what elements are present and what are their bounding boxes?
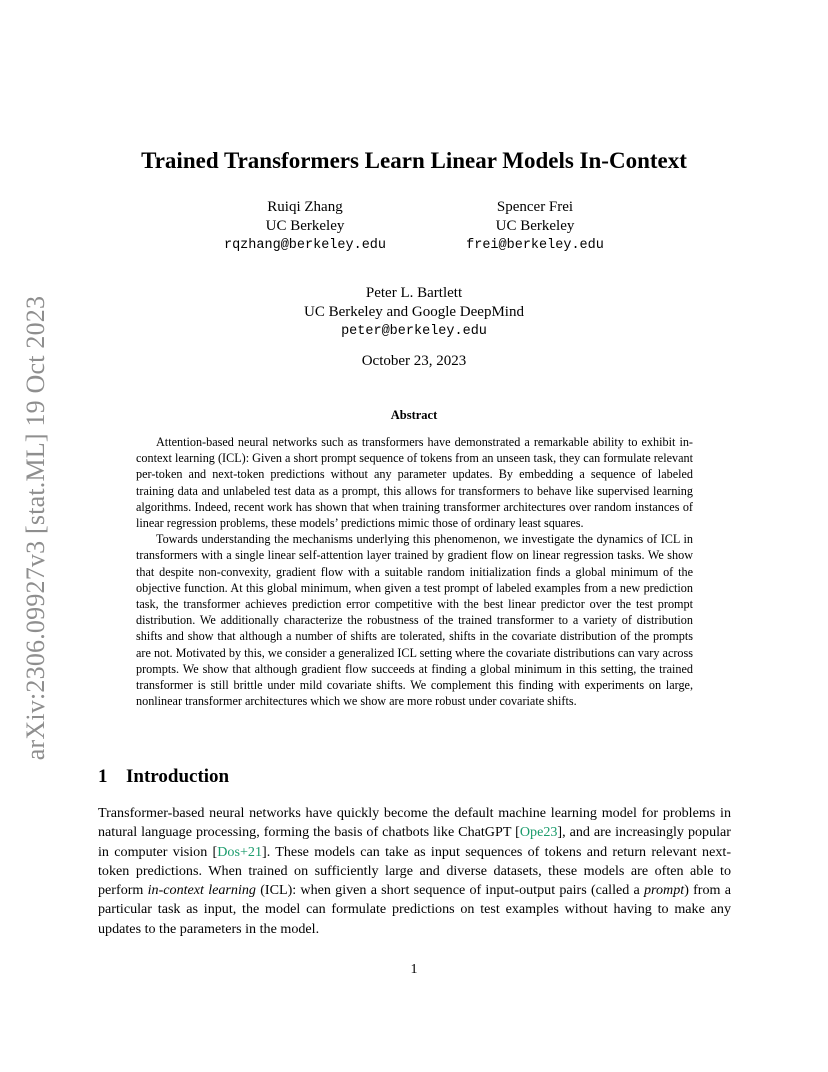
emphasized-term: in-context learning — [147, 882, 256, 899]
intro-text: Transformer-based neural networks have quickly become the default machine learning model for problems in natural language processing, forming the basis of chatbots like ChatGPT [ — [98, 805, 731, 841]
abstract-body — [136, 434, 693, 709]
abstract-paragraph: Attention-based neural networks such as transformers have demonstrated a remarkable ability to exhibit in-context learning (ICL): Given a short prompt sequence of tokens from an unseen task, they can formulate relevant per-token and next-token predictions without any parameter updates. By embedding a sequence of labeled training data and unlabeled test data as a prompt, this allows for transformers to behave like supervised learning algorithms. Indeed, recent work has shown that when training transformer architectures over random instances of linear regression problems, these models’ predictions mimic those of ordinary least squares. — [136, 435, 693, 531]
intro-text: ) from a particular task as input, the model can formulate predictions on test examples without having to make any updates to the parameters in the model. — [98, 882, 731, 937]
intro-text: ], and are increasingly popular in computer vision [ — [98, 824, 732, 860]
citation-link[interactable]: Dos+21 — [217, 843, 263, 860]
abstract-paragraph: Towards understanding the mechanisms underlying this phenomenon, we investigate the dynamics of ICL in transformers with a single linear self-attention layer trained by gradient flow on linear regression tasks. We show that despite non-convexity, gradient flow with a suitable random initialization finds a global minimum of the objective function. At this global minimum, when given a test prompt of labeled examples from a new prediction task, the transformer achieves prediction error competitive with the best linear predictor over the test prompt distribution. We additionally characterize the robustness of the trained transformer to a variety of distribution shifts and show that although a number of shifts are tolerated, shifts in the covariate distribution of the prompts are not. Motivated by this, we consider a generalized ICL setting where the covariate distributions can vary across prompts. We show that although gradient flow succeeds at finding a global minimum in this setting, the trained transformer is still brittle under mild covariate shifts. We complement this finding with experiments on large, nonlinear transformer architectures which we show are more robust under covariate shifts. — [136, 532, 693, 709]
abstract-heading: Abstract — [390, 408, 438, 422]
author-email[interactable]: frei@berkeley.edu — [466, 238, 604, 253]
author-block — [214, 284, 614, 341]
author-affiliation: UC Berkeley — [495, 218, 575, 234]
intro-text: (ICL): when given a short sequence of input-output pairs (called a — [255, 882, 644, 899]
page-number: 1 — [410, 962, 418, 977]
author-name: Spencer Frei — [496, 199, 574, 215]
author-email[interactable]: rqzhang@berkeley.edu — [223, 238, 387, 253]
author-block — [200, 198, 410, 255]
citation-link[interactable]: Ope23 — [519, 824, 558, 841]
paper-title: Trained Transformers Learn Linear Models In-Context — [141, 148, 687, 173]
publication-date: October 23, 2023 — [361, 353, 467, 369]
emphasized-term: prompt — [644, 882, 685, 899]
author-block — [430, 198, 640, 255]
author-name: Ruiqi Zhang — [267, 199, 343, 215]
section-title: Introduction — [126, 766, 230, 787]
author-email[interactable]: peter@berkeley.edu — [341, 324, 487, 339]
author-affiliation: UC Berkeley and Google DeepMind — [304, 304, 524, 320]
arxiv-identifier-stamp: arXiv:2306.09927v3 [stat.ML] 19 Oct 2023 — [21, 295, 50, 761]
author-affiliation: UC Berkeley — [265, 218, 345, 234]
section-number: 1 — [98, 766, 108, 787]
section-heading — [98, 766, 229, 788]
intro-paragraph — [98, 804, 731, 939]
author-name: Peter L. Bartlett — [365, 285, 463, 301]
intro-text: ]. These models can take as input sequences of tokens and return relevant next-token predictions. When trained on sufficiently large and diverse datasets, these models are often able to perform — [98, 843, 732, 899]
